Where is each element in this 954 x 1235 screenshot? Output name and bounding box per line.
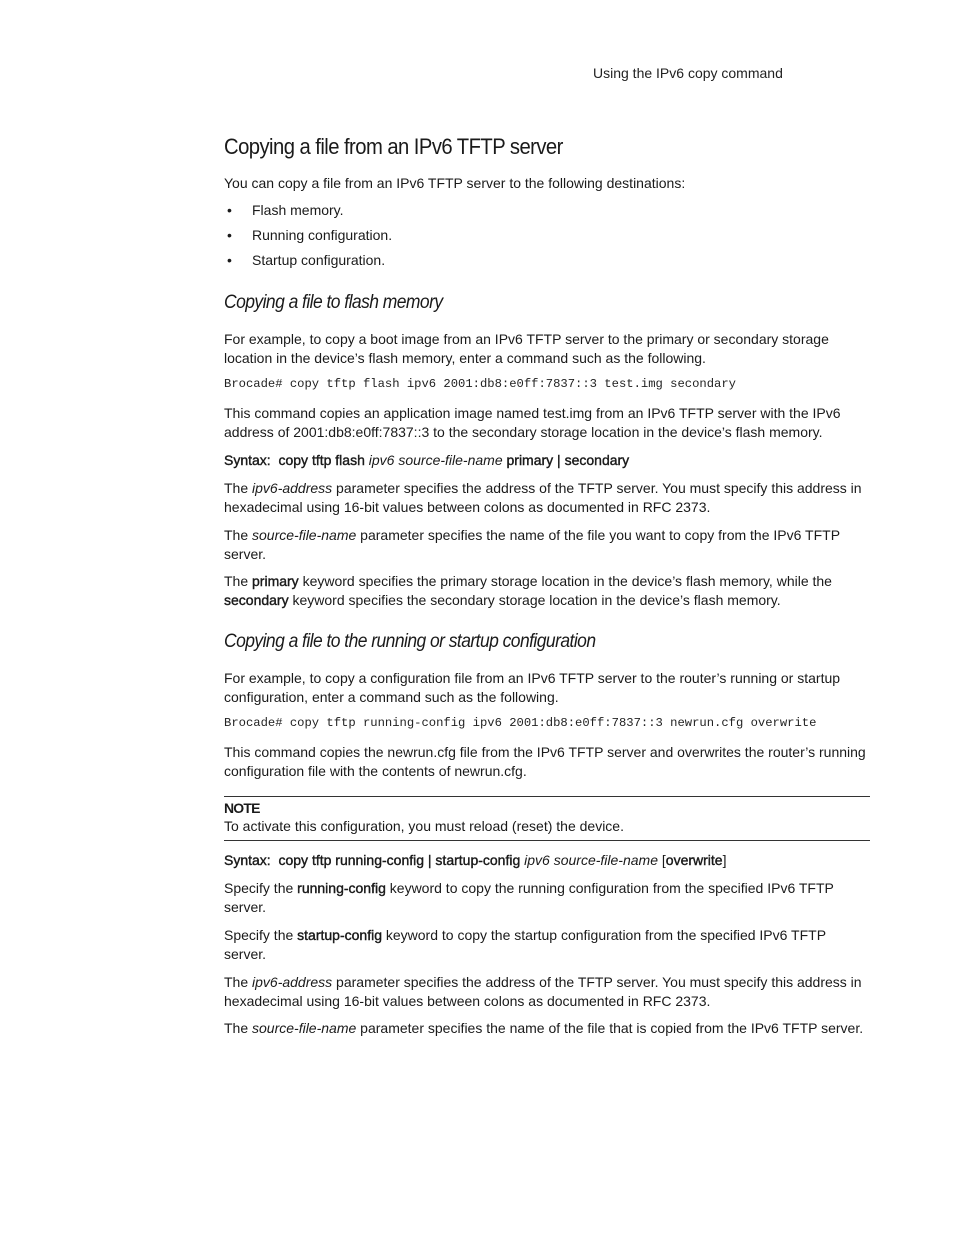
flash-example-paragraph: For example, to copy a boot image from an IPv6 TFTP server to the primary or secondary storage location in the device’s flash memory, enter a command such as the following. (224, 331, 829, 366)
list-item: • Running configuration. (224, 223, 870, 248)
syntax-line-config: Syntax: copy tftp running-config | startup-config ipv6 source-file-name [overwrite] (224, 852, 727, 868)
ipv6-address-paragraph: The ipv6-address parameter specifies the address of the TFTP server. You must specify this address in hexadecimal using 16-bit values between colons as documented in RFC 2373. (224, 480, 862, 515)
list-item: • Flash memory. (224, 198, 870, 223)
keyword-primary: primary (252, 573, 299, 589)
param-term: source-file-name (252, 1020, 357, 1036)
note-bottom-divider (224, 840, 870, 841)
config-explanation-paragraph: This command copies the newrun.cfg file from the IPv6 TFTP server and overwrites the router’s running configuration file with the contents of newrun.cfg. (224, 744, 866, 779)
bullet-icon: • (227, 202, 232, 218)
syntax-label: Syntax: (224, 452, 271, 468)
param-term: source-file-name (252, 527, 357, 543)
section-heading-flash: Copying a file to flash memory (224, 292, 443, 313)
section-heading-running-startup: Copying a file to the running or startup configuration (224, 631, 596, 652)
intro-paragraph: You can copy a file from an IPv6 TFTP server to the following destinations: (224, 175, 686, 191)
param-term: ipv6-address (252, 974, 333, 990)
primary-secondary-paragraph: The primary keyword specifies the primary storage location in the device’s flash memory, while the secondary keyword specifies the secondary storage location in the device’s flash memory. (224, 573, 832, 608)
ipv6-address-paragraph-2: The ipv6-address parameter specifies the address of the TFTP server. You must specify this address in hexadecimal using 16-bit values between colons as documented in RFC 2373. (224, 974, 862, 1009)
code-example-flash: Brocade# copy tftp flash ipv6 2001:db8:e0ff:7837::3 test.img secondary (224, 377, 736, 391)
bullet-icon: • (227, 252, 232, 268)
syntax-command: copy tftp flash (278, 452, 365, 468)
flash-explanation-paragraph: This command copies an application image named test.img from an IPv6 TFTP server with the IPv6 address of 2001:db8:e0ff:7837::3 to the secondary storage location in the device’s flash memory. (224, 405, 841, 440)
note-top-divider (224, 796, 870, 797)
syntax-option-overwrite: overwrite (665, 852, 723, 868)
syntax-options: primary | secondary (506, 452, 630, 468)
bullet-icon: • (227, 227, 232, 243)
param-term: ipv6-address (252, 480, 333, 496)
page-title: Copying a file from an IPv6 TFTP server (224, 134, 563, 159)
syntax-label: Syntax: (224, 852, 271, 868)
running-config-paragraph: Specify the running-config keyword to copy the running configuration from the specified IPv6 TFTP server. (224, 880, 834, 915)
syntax-command: copy tftp running-config | startup-config (278, 852, 521, 868)
keyword-running-config: running-config (297, 880, 386, 896)
startup-config-paragraph: Specify the startup-config keyword to copy the startup configuration from the specified IPv6 TFTP server. (224, 927, 826, 962)
source-file-paragraph-2: The source-file-name parameter specifies the name of the file that is copied from the IPv6 TFTP server. (224, 1020, 864, 1036)
code-example-config: Brocade# copy tftp running-config ipv6 2001:db8:e0ff:7837::3 newrun.cfg overwrite (224, 716, 817, 730)
syntax-arguments: ipv6 source-file-name (524, 852, 658, 868)
destination-list (224, 198, 870, 273)
note-text: To activate this configuration, you must reload (reset) the device. (224, 818, 624, 834)
keyword-secondary: secondary (224, 592, 289, 608)
list-item: • Startup configuration. (224, 248, 870, 273)
note-label: NOTE (224, 800, 260, 816)
syntax-line-flash (224, 452, 870, 468)
keyword-startup-config: startup-config (297, 927, 382, 943)
syntax-arguments: ipv6 source-file-name (368, 452, 503, 468)
source-file-paragraph: The source-file-name parameter specifies the name of the file you want to copy from the IPv6 TFTP server. (224, 527, 840, 562)
config-example-paragraph: For example, to copy a configuration file from an IPv6 TFTP server to the router’s running or startup configuration, enter a command such as the following. (224, 670, 841, 705)
running-header: Using the IPv6 copy command (593, 65, 783, 81)
